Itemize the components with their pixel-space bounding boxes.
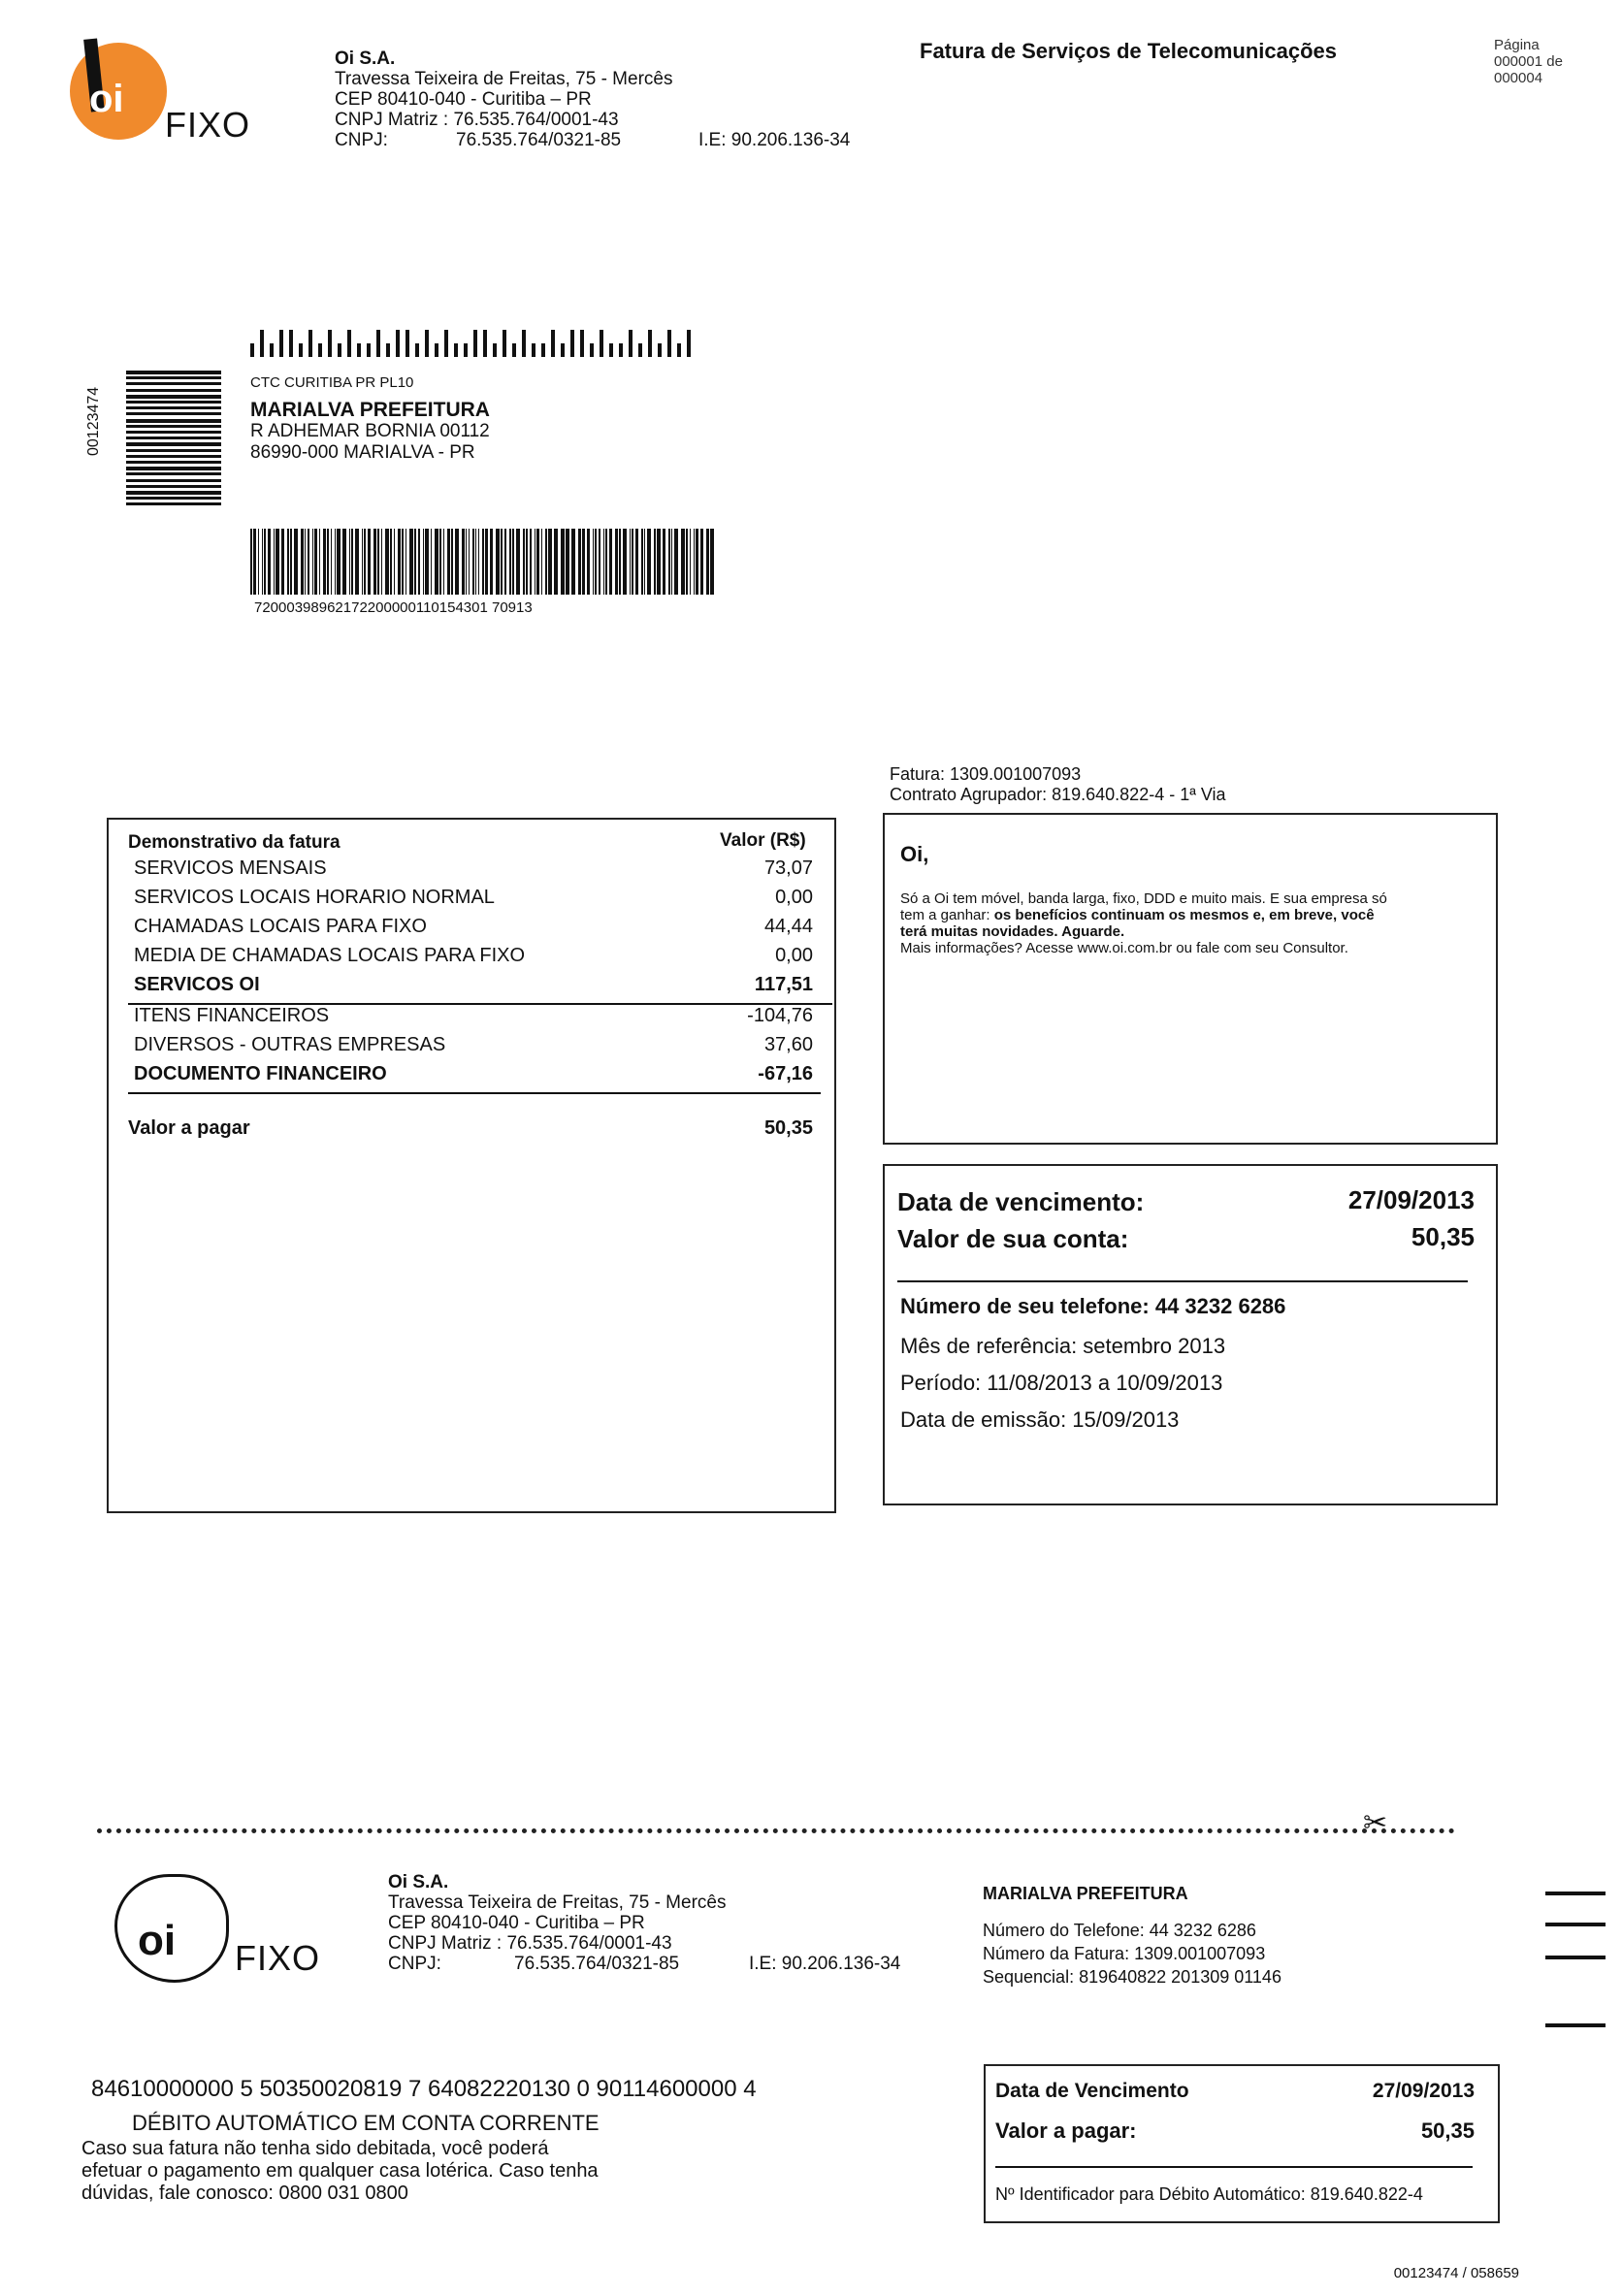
scissors-icon: ✂ xyxy=(1363,1807,1388,1839)
company-address: Travessa Teixeira de Freitas, 75 - Mercês xyxy=(335,69,673,89)
stacked-bar xyxy=(126,395,221,399)
stacked-bar xyxy=(126,406,221,409)
barcode-bar xyxy=(439,529,441,595)
summary-ref-month: Mês de referência: setembro 2013 xyxy=(900,1334,1226,1358)
brand-fixo: FIXO xyxy=(165,105,251,145)
company-cnpj-matriz: CNPJ Matriz : 76.535.764/0001-43 xyxy=(335,110,619,130)
barcode-bar xyxy=(490,529,493,595)
barcode-bar xyxy=(501,529,503,595)
barcode-bar xyxy=(561,343,565,357)
barcode-bar xyxy=(509,529,511,595)
barcode-bar xyxy=(338,343,341,357)
barcode-bar xyxy=(600,330,603,357)
barcode-bar xyxy=(619,529,621,595)
barcode-bar xyxy=(603,529,604,595)
stub-side-marks xyxy=(1545,1892,1606,2037)
row-value: 0,00 xyxy=(775,887,813,908)
barcode-bar xyxy=(402,529,404,595)
barcode-bar xyxy=(472,529,474,595)
summary-amount-label: Valor de sua conta: xyxy=(897,1224,1129,1253)
barcode-bar xyxy=(710,529,714,595)
stacked-bar xyxy=(126,467,221,470)
barcode-bar xyxy=(318,343,322,357)
stacked-bar xyxy=(126,485,221,488)
barcode-bar xyxy=(342,529,346,595)
statement-row xyxy=(134,941,813,970)
barcode-bar xyxy=(308,529,309,595)
total-label: Valor a pagar xyxy=(128,1117,250,1139)
barcode-bar xyxy=(681,529,685,595)
oi-logo-text: oi xyxy=(89,78,124,120)
row-label: ITENS FINANCEIROS xyxy=(134,1005,330,1026)
barcode-bar xyxy=(258,529,259,595)
stub-note xyxy=(81,2138,599,2205)
stub-customer-block xyxy=(983,1882,1281,1989)
row-value: 0,00 xyxy=(775,945,813,966)
statement-row xyxy=(134,1059,813,1088)
stub-barcode-digits: 84610000000 5 50350020819 7 64082220130 0 90114600000 4 xyxy=(91,2076,757,2102)
barcode-bar xyxy=(268,529,271,595)
row-value: 117,51 xyxy=(754,974,813,995)
barcode-bar xyxy=(638,343,642,357)
barcode-bar xyxy=(409,529,413,595)
side-mark xyxy=(1545,1923,1606,1926)
barcode-bar xyxy=(706,529,709,595)
stub-divider xyxy=(995,2166,1473,2168)
barcode-bar xyxy=(335,529,336,595)
barcode-bar xyxy=(512,529,514,595)
barcode-bar xyxy=(367,343,371,357)
stub-company-name: Oi S.A. xyxy=(388,1872,449,1892)
barcode-bar xyxy=(323,529,326,595)
statement-row xyxy=(134,883,813,912)
summary-due-label: Data de vencimento: xyxy=(897,1187,1145,1216)
barcode-bar xyxy=(250,343,254,357)
barcode-bar xyxy=(593,529,594,595)
barcode-bar xyxy=(466,529,467,595)
barcode-bar xyxy=(496,529,500,595)
invoice-number: Fatura: 1309.001007093 xyxy=(890,764,1082,784)
page-indicator xyxy=(1494,37,1563,86)
barcode-bar xyxy=(582,529,585,595)
barcode-bar xyxy=(623,529,627,595)
barcode-bar xyxy=(541,529,542,595)
stub-customer-name: MARIALVA PREFEITURA xyxy=(983,1884,1188,1903)
company-block xyxy=(335,49,859,150)
barcode-bar xyxy=(590,343,594,357)
summary-issue-date: Data de emissão: 15/09/2013 xyxy=(900,1407,1180,1432)
barcode-bar xyxy=(281,529,284,595)
barcode-bar xyxy=(425,330,429,357)
stacked-bar xyxy=(126,371,221,374)
barcode-bar xyxy=(530,529,532,595)
barcode-bar xyxy=(390,529,392,595)
stub-cnpj-label: CNPJ: xyxy=(388,1954,441,1974)
barcode-bar xyxy=(619,343,623,357)
statement-row xyxy=(134,970,813,999)
stacked-bar xyxy=(126,431,221,434)
side-code: 00123474 xyxy=(85,386,102,456)
barcode-bar xyxy=(294,529,298,595)
stacked-bar xyxy=(126,502,221,505)
barcode-bar xyxy=(355,529,359,595)
side-mark xyxy=(1545,1956,1606,1959)
company-cnpj-row xyxy=(335,130,859,150)
barcode-bar xyxy=(469,529,470,595)
barcode-bar xyxy=(599,529,600,595)
barcode-bar xyxy=(570,330,574,357)
statement-row xyxy=(134,1030,813,1059)
barcode-bar xyxy=(398,529,401,595)
side-stacked-barcode xyxy=(126,371,221,508)
barcode-bar xyxy=(328,330,332,357)
ie-value: I.E: 90.206.136-34 xyxy=(698,130,851,150)
barcode-bar xyxy=(444,330,448,357)
barcode-bar xyxy=(503,330,506,357)
brand-fixo: FIXO xyxy=(235,1938,321,1978)
barcode-bar xyxy=(279,330,283,357)
message-greeting: Oi, xyxy=(900,842,929,866)
row-label: CHAMADAS LOCAIS PARA FIXO xyxy=(134,916,427,937)
barcode-bar xyxy=(455,529,459,595)
barcode-bar xyxy=(376,330,380,357)
stacked-bar xyxy=(126,491,221,495)
barcode-bar xyxy=(289,330,293,357)
page-label: Página xyxy=(1494,37,1540,53)
barcode-bar xyxy=(377,529,379,595)
recipient-block xyxy=(250,372,490,464)
stub-cnpj-value: 76.535.764/0321-85 xyxy=(514,1954,680,1974)
statement-title: Demonstrativo da fatura xyxy=(128,832,341,853)
barcode-bar xyxy=(671,529,672,595)
barcode-bar xyxy=(464,343,468,357)
statement-row xyxy=(134,854,813,883)
stacked-bar xyxy=(126,442,221,446)
summary-divider xyxy=(897,1280,1468,1282)
barcode-bar xyxy=(667,330,671,357)
barcode-bar xyxy=(475,529,476,595)
barcode-number: 72000398962172200000110154301 70913 xyxy=(254,599,533,616)
barcode-bar xyxy=(250,529,252,595)
stub-company-cep: CEP 80410-040 - Curitiba – PR xyxy=(388,1913,645,1933)
barcode-bar xyxy=(548,529,552,595)
barcode-bar xyxy=(690,529,691,595)
barcode-bar xyxy=(687,330,691,357)
barcode-bar xyxy=(362,529,363,595)
barcode-bar xyxy=(331,529,332,595)
barcode-bar xyxy=(260,330,264,357)
company-name: Oi S.A. xyxy=(335,49,396,69)
barcode-bar xyxy=(368,529,371,595)
barcode-bar xyxy=(418,529,420,595)
barcode-bar xyxy=(493,343,497,357)
summary-due-value: 27/09/2013 xyxy=(1347,1185,1475,1214)
barcode-bar xyxy=(648,330,652,357)
barcode-bar xyxy=(654,529,656,595)
barcode-bar xyxy=(385,529,389,595)
barcode-bar xyxy=(462,529,465,595)
barcode-bar xyxy=(485,529,488,595)
barcode-bar xyxy=(605,529,607,595)
barcode-bar xyxy=(301,529,304,595)
barcode-bar xyxy=(644,529,645,595)
stub-cnpj-matriz: CNPJ Matriz : 76.535.764/0001-43 xyxy=(388,1933,672,1954)
message-line: Mais informações? Acesse www.oi.com.br ou fale com seu Consultor. xyxy=(900,940,1348,956)
barcode-bar xyxy=(381,529,382,595)
barcode-bar xyxy=(632,529,633,595)
barcode-bar xyxy=(394,529,395,595)
postal-barcode xyxy=(250,330,697,357)
stacked-bar xyxy=(126,401,221,404)
barcode-bar xyxy=(270,343,274,357)
recipient-barcode xyxy=(250,529,716,595)
barcode-bar xyxy=(308,330,312,357)
barcode-bar xyxy=(696,529,698,595)
row-value: -104,76 xyxy=(747,1005,813,1026)
barcode-bar xyxy=(522,330,526,357)
message-line xyxy=(900,907,1482,923)
barcode-bar xyxy=(545,529,547,595)
barcode-bar xyxy=(473,330,477,357)
row-label: SERVICOS LOCAIS HORARIO NORMAL xyxy=(134,887,495,908)
barcode-bar xyxy=(647,529,651,595)
stacked-bar xyxy=(126,389,221,392)
recipient-city: 86990-000 MARIALVA - PR xyxy=(250,442,475,463)
stacked-bar xyxy=(126,472,221,475)
cut-line xyxy=(97,1828,1455,1833)
recipient-name: MARIALVA PREFEITURA xyxy=(250,399,490,421)
barcode-bar xyxy=(541,343,545,357)
top-logo xyxy=(68,39,272,146)
barcode-bar xyxy=(580,330,584,357)
barcode-bar xyxy=(694,529,695,595)
barcode-bar xyxy=(364,529,366,595)
barcode-bar xyxy=(686,529,688,595)
barcode-bar xyxy=(327,529,329,595)
page-total: 000004 xyxy=(1494,70,1543,86)
stacked-bar xyxy=(126,455,221,458)
row-value: 73,07 xyxy=(763,857,813,879)
barcode-bar xyxy=(423,529,424,595)
barcode-bar xyxy=(274,529,275,595)
barcode-bar xyxy=(287,529,289,595)
barcode-bar xyxy=(587,529,590,595)
barcode-bar xyxy=(290,529,292,595)
barcode-bar xyxy=(566,529,569,595)
barcode-bar xyxy=(663,529,665,595)
side-mark xyxy=(1545,2023,1606,2027)
barcode-bar xyxy=(483,330,487,357)
stub-company-address: Travessa Teixeira de Freitas, 75 - Mercês xyxy=(388,1892,727,1913)
barcode-bar xyxy=(635,529,638,595)
barcode-bar xyxy=(319,529,320,595)
stub-amount-value: 50,35 xyxy=(1420,2118,1475,2143)
barcode-bar xyxy=(396,330,400,357)
barcode-bar xyxy=(609,343,613,357)
summary-phone: Número de seu telefone: 44 3232 6286 xyxy=(900,1294,1286,1318)
barcode-bar xyxy=(595,529,597,595)
barcode-bar xyxy=(609,529,612,595)
message-box xyxy=(883,813,1498,1145)
row-label: SERVICOS OI xyxy=(134,974,260,995)
cnpj-value: 76.535.764/0321-85 xyxy=(456,130,622,150)
invoice-ref xyxy=(890,764,1226,805)
row-label: DIVERSOS - OUTRAS EMPRESAS xyxy=(134,1034,446,1055)
barcode-bar xyxy=(312,529,313,595)
barcode-bar xyxy=(425,529,429,595)
barcode-bar xyxy=(351,529,353,595)
row-value: 44,44 xyxy=(763,916,813,937)
contract-number: Contrato Agrupador: 819.640.822-4 - 1ª Via xyxy=(890,785,1226,804)
barcode-bar xyxy=(674,529,678,595)
stacked-bar xyxy=(126,376,221,379)
recipient-street: R ADHEMAR BORNIA 00112 xyxy=(250,421,490,441)
row-value: -67,16 xyxy=(758,1063,813,1084)
barcode-bar xyxy=(482,529,484,595)
barcode-bar xyxy=(454,343,458,357)
page-value: 000001 de xyxy=(1494,53,1563,70)
barcode-bar xyxy=(523,529,525,595)
stub-company-block xyxy=(388,1872,931,1974)
barcode-bar xyxy=(415,343,419,357)
company-cep: CEP 80410-040 - Curitiba – PR xyxy=(335,89,592,110)
stacked-bar xyxy=(126,479,221,482)
message-highlight: os benefícios continuam os mesmos e, em breve, você xyxy=(993,907,1375,923)
stub-amount-label: Valor a pagar: xyxy=(995,2118,1137,2143)
stub-sequence: Sequencial: 819640822 201309 01146 xyxy=(983,1967,1281,1987)
barcode-bar xyxy=(658,343,662,357)
row-label: MEDIA DE CHAMADAS LOCAIS PARA FIXO xyxy=(134,945,526,966)
stub-note-line: dúvidas, fale conosco: 0800 031 0800 xyxy=(81,2183,408,2204)
stub-note-line: Caso sua fatura não tenha sido debitada, você poderá xyxy=(81,2138,549,2159)
cnpj-label: CNPJ: xyxy=(335,130,388,150)
barcode-bar xyxy=(435,343,438,357)
barcode-bar xyxy=(357,343,361,357)
barcode-bar xyxy=(512,343,516,357)
message-text xyxy=(900,890,1482,956)
stacked-bar xyxy=(126,461,221,464)
barcode-bar xyxy=(305,529,306,595)
row-value: 37,60 xyxy=(763,1034,813,1055)
barcode-bar xyxy=(414,529,416,595)
oi-logo-text: oi xyxy=(138,1917,177,1964)
stub-cnpj-row xyxy=(388,1954,931,1974)
barcode-bar xyxy=(629,330,633,357)
barcode-bar xyxy=(431,529,432,595)
barcode-bar xyxy=(700,529,703,595)
barcode-bar xyxy=(262,529,263,595)
statement-row xyxy=(134,1001,813,1030)
barcode-bar xyxy=(657,529,661,595)
barcode-bar xyxy=(443,529,444,595)
barcode-bar xyxy=(630,529,631,595)
barcode-bar xyxy=(478,529,479,595)
barcode-bar xyxy=(447,529,450,595)
stacked-bar xyxy=(126,419,221,423)
stub-due-label: Data de Vencimento xyxy=(995,2080,1189,2102)
barcode-bar xyxy=(451,529,453,595)
barcode-bar xyxy=(299,343,303,357)
message-line: Só a Oi tem móvel, banda larga, fixo, DDD e muito mais. E sua empresa só xyxy=(900,890,1387,907)
footer-code: 00123474 / 058659 xyxy=(1393,2265,1519,2281)
barcode-bar xyxy=(349,529,350,595)
barcode-bar xyxy=(571,529,575,595)
stacked-bar xyxy=(126,425,221,428)
stacked-bar xyxy=(126,497,221,500)
barcode-bar xyxy=(536,529,539,595)
stacked-bar xyxy=(126,437,221,439)
barcode-bar xyxy=(347,330,351,357)
stub-invoice: Número da Fatura: 1309.001007093 xyxy=(983,1944,1266,1963)
stub-ie-value: I.E: 90.206.136-34 xyxy=(749,1954,901,1974)
statement-value-header: Valor (R$) xyxy=(720,830,806,851)
stub-debit-id: Nº Identificador para Débito Automático: 819.640.822-4 xyxy=(995,2184,1423,2204)
stub-debit-title: DÉBITO AUTOMÁTICO EM CONTA CORRENTE xyxy=(132,2111,600,2135)
barcode-bar xyxy=(276,529,279,595)
barcode-bar xyxy=(504,529,506,595)
total-divider xyxy=(128,1092,821,1094)
stacked-bar xyxy=(126,449,221,452)
message-fragment: tem a ganhar: xyxy=(900,907,994,923)
barcode-bar xyxy=(373,529,376,595)
barcode-bar xyxy=(561,529,565,595)
stub-note-line: efetuar o pagamento em qualquer casa lotérica. Caso tenha xyxy=(81,2160,599,2182)
statement-row xyxy=(134,912,813,941)
barcode-bar xyxy=(516,529,520,595)
barcode-bar xyxy=(526,529,528,595)
total-value: 50,35 xyxy=(763,1117,813,1139)
barcode-bar xyxy=(615,529,618,595)
barcode-bar xyxy=(337,529,341,595)
message-line: terá muitas novidades. Aguarde. xyxy=(900,923,1125,940)
barcode-bar xyxy=(386,343,390,357)
barcode-bar xyxy=(677,343,681,357)
statement-total xyxy=(128,1114,813,1143)
barcode-bar xyxy=(314,529,317,595)
row-label: DOCUMENTO FINANCEIRO xyxy=(134,1063,387,1084)
barcode-bar xyxy=(253,529,256,595)
summary-amount-value: 50,35 xyxy=(1411,1222,1475,1251)
ctc-line: CTC CURITIBA PR PL10 xyxy=(250,374,414,391)
stub-phone: Número do Telefone: 44 3232 6286 xyxy=(983,1921,1256,1940)
stub-logo xyxy=(109,1874,332,1990)
barcode-bar xyxy=(578,529,581,595)
barcode-bar xyxy=(435,529,438,595)
stacked-bar xyxy=(126,382,221,385)
barcode-bar xyxy=(551,330,555,357)
summary-period: Período: 11/08/2013 a 10/09/2013 xyxy=(900,1371,1223,1395)
stub-due-value: 27/09/2013 xyxy=(1372,2080,1475,2102)
barcode-bar xyxy=(554,529,558,595)
side-mark xyxy=(1545,1892,1606,1895)
barcode-bar xyxy=(264,529,266,595)
barcode-bar xyxy=(641,529,643,595)
stacked-bar xyxy=(126,412,221,415)
barcode-bar xyxy=(668,529,670,595)
document-title: Fatura de Serviços de Telecomunicações xyxy=(920,39,1337,63)
barcode-bar xyxy=(532,343,535,357)
row-label: SERVICOS MENSAIS xyxy=(134,857,327,879)
barcode-bar xyxy=(406,330,409,357)
